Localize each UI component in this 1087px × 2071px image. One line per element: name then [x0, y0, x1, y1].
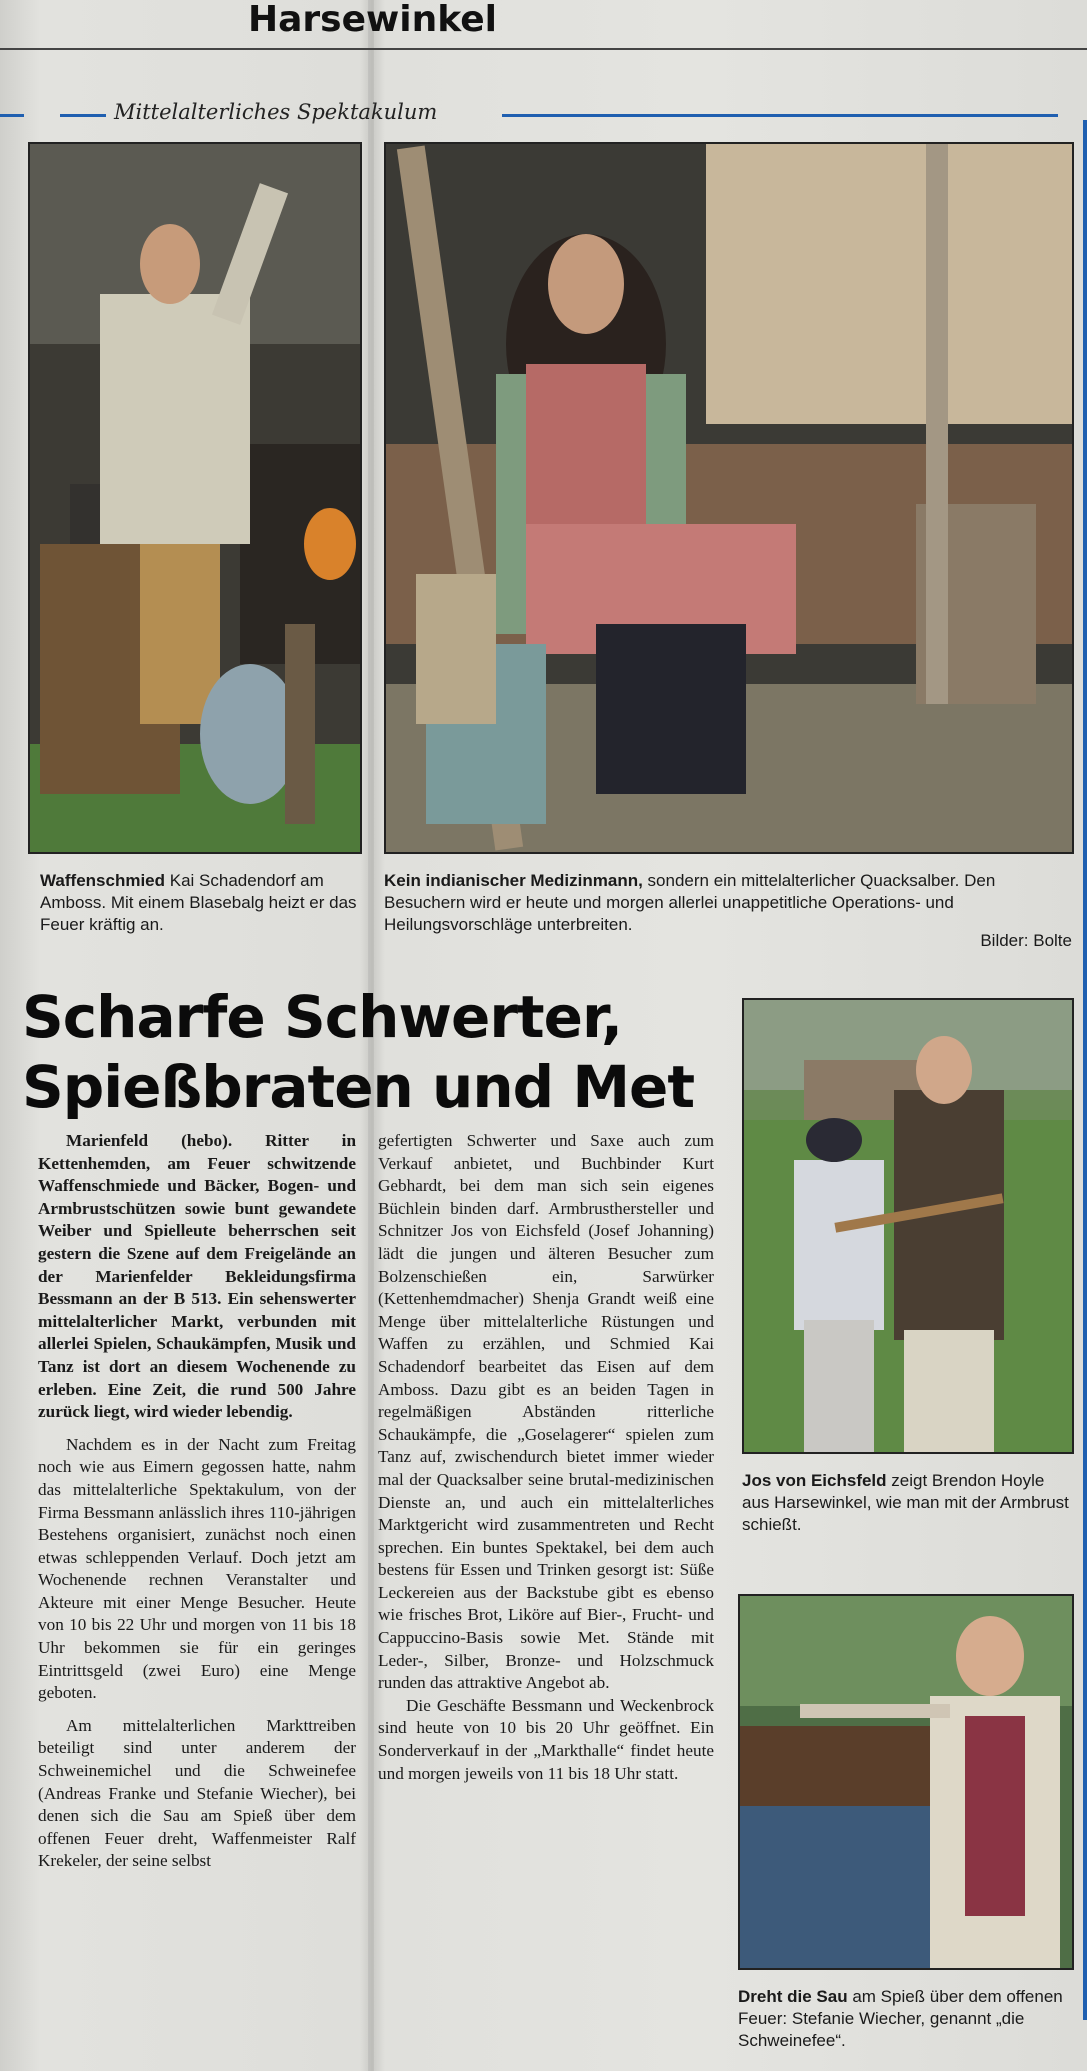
- blacksmith-illustration: [30, 144, 360, 852]
- crossbow-illustration: [744, 1000, 1072, 1452]
- article-column-1: [38, 1130, 356, 1873]
- article-paragraph-2: Am mittelalterlichen Markttreiben beteiligt sind unter anderem der Schweinemichel und die Schweinefee (Andreas Franke und Stefanie Wiecher), bei denen sich die Sau am Spieß über dem offenen Feuer dreht, Waffenmeister Ralf Krekeler, der seine selbst: [38, 1715, 356, 1871]
- caption-blacksmith-text: Kai Schadendorf am Amboss. Mit einem Blasebalg heizt er das Feuer kräftig an.: [40, 871, 357, 934]
- headline-line-2: Spießbraten und Met: [22, 1053, 695, 1121]
- kicker-rule-right: [502, 114, 1058, 117]
- quack-illustration: [386, 144, 1072, 852]
- caption-schweinefee-text: am Spieß über dem offenen Feuer: Stefanie Wiecher, genannt „die Schweinefee“.: [738, 1987, 1063, 2050]
- photo-credit: Bilder: Bolte: [980, 931, 1072, 950]
- caption-crossbow: [742, 1470, 1070, 1536]
- photo-blacksmith: [28, 142, 362, 854]
- article-lead: Marienfeld (hebo). Ritter in Kettenhemden, am Feuer schwitzende Waffenschmiede und Bäcker, Bogen- und Armbrustschützen sowie bunt gewandete Weiber und Spielleute beherrschen seit gestern die Szene auf dem Freigelände an der Marienfelder Bekleidungsfirma Bessmann an der B 513. Ein sehenswerter mittelalterlicher Markt, verbunden mit allerlei Spielen, Schaukämpfen, Musik und Tanz ist dort an diesem Wochenende zu erleben. Eine Zeit, die rund 500 Jahre zurück liegt, wird wieder lebendig.: [38, 1131, 356, 1422]
- caption-blacksmith: [40, 870, 360, 936]
- schweinefee-illustration: [740, 1596, 1072, 1968]
- caption-crossbow-bold: Jos von Eichsfeld: [742, 1471, 887, 1490]
- caption-crossbow-text: zeigt Brendon Hoyle aus Harsewinkel, wie man mit der Armbrust schießt.: [742, 1471, 1069, 1534]
- caption-quack-bold: Kein indianischer Medizinmann,: [384, 871, 643, 890]
- caption-blacksmith-bold: Waffenschmied: [40, 871, 166, 890]
- kicker-rule-left: [60, 114, 106, 117]
- article-paragraph-4: Die Geschäfte Bessmann und Weckenbrock sind heute von 10 bis 20 Uhr geöffnet. Ein Sonderverkauf in der „Markthalle“ findet heute und morgen jeweils von 11 bis 18 Uhr statt.: [378, 1695, 714, 1783]
- caption-quack-text: sondern ein mittelalterlicher Quacksalber. Den Besuchern wird er heute und morgen allerlei unappetitliche Operations- und Heilungsvorschläge unterbreiten.: [384, 871, 996, 934]
- headline-line-1: Scharfe Schwerter,: [22, 983, 623, 1051]
- photo-quack-doctor: [384, 142, 1074, 854]
- caption-schweinefee-bold: Dreht die Sau: [738, 1987, 848, 2006]
- kicker-row: [0, 100, 1087, 130]
- kicker-label: Mittelalterliches Spektakulum: [114, 100, 438, 124]
- photo-crossbow: [742, 998, 1074, 1454]
- caption-schweinefee: [738, 1986, 1070, 2052]
- article-column-2: [378, 1130, 714, 1785]
- header-rule: [0, 48, 1087, 50]
- kicker-rule-left-short: [0, 114, 24, 117]
- article-paragraph-3: gefertigten Schwerter und Saxe auch zum Verkauf anbietet, und Buchbinder Kurt Gebhardt, bei dem man sich sein eigenes Büchlein binden darf. Armbrusthersteller und Schnitzer Jos von Eichsfeld (Josef Johanning) lädt die jungen und älteren Besucher zum Bolzenschießen ein, Sarwürker (Kettenhemdmacher) Shenja Grandt weiß eine Menge über mittelalterliche Rüstungen und Waffen zu erzählen, und Schmied Kai Schadendorf bearbeitet das Eisen auf dem Amboss. Dazu gibt es an beiden Tagen in regelmäßigen Abständen ritterliche Schaukämpfe, die „Goselagerer“ spielen zum Tanz auf, zwischendurch bietet immer wieder mal der Quacksalber seine brutal-medizinischen Dienste an, und auch ein mittelalterliches Marktgericht wird zusammentreten und Recht sprechen. Ein buntes Spektakel, bei dem auch bestens für Essen und Trinken gesorgt ist: Süße Leckereien aus der Backstube gibt es ebenso wie frisches Brot, Liköre auf Bier-, Frucht- und Cappuccino-Basis sowie Met. Stände mit Leder-, Silber, Bronze- und Holzschmuck runden das attraktive Angebot ab.: [378, 1131, 714, 1693]
- caption-quack: [384, 870, 1072, 952]
- article-paragraph-1: Nachdem es in der Nacht zum Freitag noch wie aus Eimern gegossen hatte, nahm das mittelalterliche Spektakulum, von der Firma Bessmann anlässlich ihres 110-jährigen Bestehens organisiert, zunächst noch einen etwas schleppenden Verlauf. Doch jetzt am Wochenende rechnen Veranstalter und Akteure mit einer Menge Besucher. Heute von 10 bis 22 Uhr und morgen von 11 bis 18 Uhr bekommen sie für ein geringes Eintrittsgeld (zwei Euro) eine Menge geboten.: [38, 1434, 356, 1703]
- right-edge-rule: [1083, 120, 1087, 2020]
- section-title: Harsewinkel: [248, 0, 497, 40]
- photo-schweinefee: [738, 1594, 1074, 1970]
- clipped-neighbor-column: [0, 380, 20, 640]
- article-headline: [22, 982, 722, 1122]
